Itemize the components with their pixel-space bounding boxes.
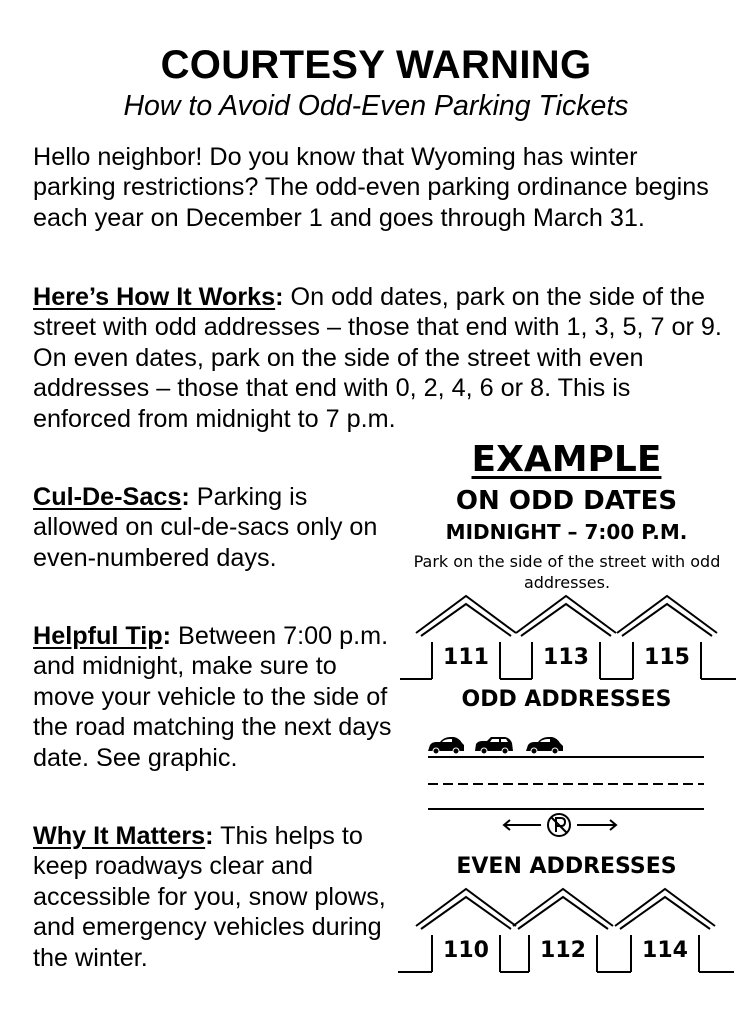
how-it-works-colon: :	[275, 283, 284, 311]
no-parking-icon	[548, 814, 570, 836]
arrow-right-icon	[577, 820, 616, 830]
example-title: EXAMPLE	[471, 439, 662, 480]
how-it-works-heading: Here’s How It Works	[33, 283, 276, 311]
car-icon	[428, 737, 464, 754]
cul-de-sacs-body: Parking is allowed on cul-de-sacs only on even-numbered days.	[33, 483, 378, 572]
car-icon	[475, 737, 513, 754]
intro-paragraph: Hello neighbor! Do you know that Wyoming has winter parking restrictions? The odd-even parking ordinance begins each year on December 1 and goes through March 31.	[33, 143, 709, 232]
car-icon	[526, 737, 563, 754]
cul-de-sacs-colon: :	[181, 483, 190, 511]
why-it-matters-colon: :	[205, 822, 214, 850]
helpful-tip-colon: :	[162, 622, 172, 650]
example-subtitle-hours: MIDNIGHT – 7:00 P.M.	[445, 520, 688, 544]
even-house-number: 114	[642, 938, 688, 963]
arrow-left-icon	[504, 820, 541, 830]
helpful-tip-heading: Helpful Tip	[33, 622, 163, 650]
even-house-number: 112	[540, 938, 586, 963]
even-house-number: 110	[443, 938, 489, 963]
odd-house-number: 115	[644, 645, 690, 670]
example-note: Park on the side of the street with odd addresses.	[413, 552, 721, 592]
odd-house-number: 111	[443, 645, 489, 670]
how-it-works-body: On odd dates, park on the side of the street with odd addresses – those that end with 1, 3, 5, 7 or 9. On even dates, park on the side of the street with even addresses – those that end with 0, 2, 4, 6 or 8. This is enforced from midnight to 7 p.m.	[33, 283, 722, 433]
why-it-matters-heading: Why It Matters	[33, 822, 206, 850]
why-it-matters-body: This helps to keep roadways clear and accessible for you, snow plows, and emergency vehicles during the winter.	[33, 822, 386, 972]
page-subtitle: How to Avoid Odd-Even Parking Tickets	[123, 90, 629, 122]
cul-de-sacs-heading: Cul-De-Sacs	[33, 483, 182, 511]
example-subtitle-odd-dates: ON ODD DATES	[455, 486, 678, 516]
odd-addresses-label: ODD ADDRESSES	[461, 687, 672, 712]
odd-house-number: 113	[543, 645, 589, 670]
page-title: COURTESY WARNING	[160, 43, 592, 87]
even-addresses-label: EVEN ADDRESSES	[456, 854, 677, 879]
helpful-tip-body: Between 7:00 p.m. and midnight, make sure to move your vehicle to the side of the road matching the next days date. See graphic.	[33, 622, 392, 772]
